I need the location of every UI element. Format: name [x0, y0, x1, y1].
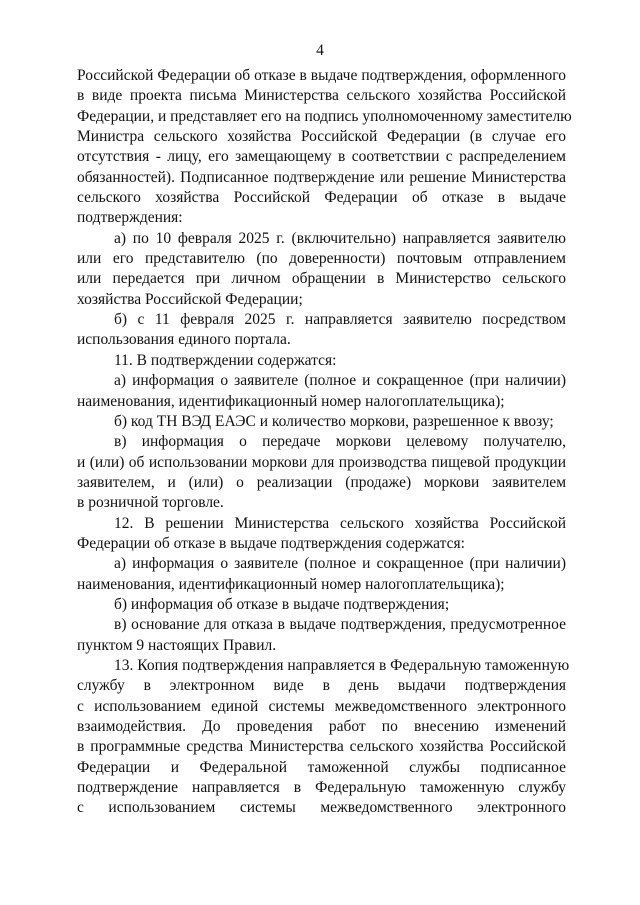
- text-line: Федерации об отказе в выдаче подтверждения содержатся:: [77, 534, 465, 552]
- text-line: 12. В решении Министерства сельского хозяйства Российской: [114, 514, 566, 532]
- text-line: Российской Федерации об отказе в выдаче подтверждения, оформленного: [77, 67, 566, 84]
- text-line: службу в электронном виде в день выдачи подтверждения: [77, 677, 566, 695]
- text-line: обязанностей). Подписанное подтверждение или решение Министерства: [77, 168, 566, 186]
- text-line: 11. В подтверждении содержатся:: [114, 351, 337, 369]
- text-line: в) основание для отказа в выдаче подтверждения, предусмотренное: [114, 616, 566, 634]
- text-line: с использованием единой системы межведомственного электронного: [77, 697, 566, 715]
- text-line: сельского хозяйства Российской Федерации об отказе в выдаче: [77, 189, 566, 207]
- text-line: в виде проекта письма Министерства сельского хозяйства Российской: [77, 87, 566, 105]
- text-line: в) информация о передаче моркови целевому получателю,: [114, 433, 566, 451]
- document-body: [77, 66, 572, 819]
- text-line: подтверждения:: [77, 209, 183, 227]
- text-line: Федерации и Федеральной таможенной службы подписанное: [77, 758, 566, 776]
- text-line: Федерации, и представляет его на подпись уполномоченному заместителю: [77, 107, 572, 125]
- text-line: 13. Копия подтверждения направляется в Федеральную таможенную: [114, 656, 570, 674]
- text-line: б) информация об отказе в выдаче подтверждения;: [114, 595, 450, 613]
- text-line: заявителем, и (или) о реализации (продаже) моркови заявителем: [77, 473, 566, 491]
- text-line: в программные средства Министерства сельского хозяйства Российской: [77, 738, 566, 756]
- text-line: наименования, идентификационный номер налогоплательщика);: [77, 575, 505, 593]
- text-line: и (или) об использовании моркови для производства пищевой продукции: [77, 453, 566, 471]
- text-line: или передается при личном обращении в Министерство сельского: [77, 270, 566, 288]
- text-line: с использованием системы межведомственного электронного: [77, 799, 566, 817]
- text-line: или его представителю (по доверенности) почтовым отправлением: [77, 250, 566, 268]
- text-line: подтверждение направляется в Федеральную таможенную службу: [77, 779, 566, 797]
- text-line: в розничной торговле.: [77, 494, 224, 512]
- text-line: а) информация о заявителе (полное и сокращенное (при наличии): [114, 555, 566, 573]
- text-line: отсутствия - лицу, его замещающему в соответствии с распределением: [77, 148, 566, 166]
- text-line: б) код ТН ВЭД ЕАЭС и количество моркови, разрешенное к ввозу;: [114, 412, 554, 430]
- text-line: наименования, идентификационный номер налогоплательщика);: [77, 392, 505, 410]
- text-line: б) с 11 февраля 2025 г. направляется заявителю посредством: [114, 311, 566, 329]
- page-number: 4: [316, 42, 324, 59]
- text-line: использования единого портала.: [77, 331, 291, 349]
- text-line: а) информация о заявителе (полное и сокращенное (при наличии): [114, 372, 566, 390]
- text-line: а) по 10 февраля 2025 г. (включительно) направляется заявителю: [114, 229, 566, 247]
- text-line: Министра сельского хозяйства Российской Федерации (в случае его: [77, 128, 566, 146]
- text-line: хозяйства Российской Федерации;: [77, 290, 303, 308]
- text-line: пунктом 9 настоящих Правил.: [77, 636, 277, 654]
- text-line: взаимодействия. До проведения работ по внесению изменений: [77, 718, 566, 735]
